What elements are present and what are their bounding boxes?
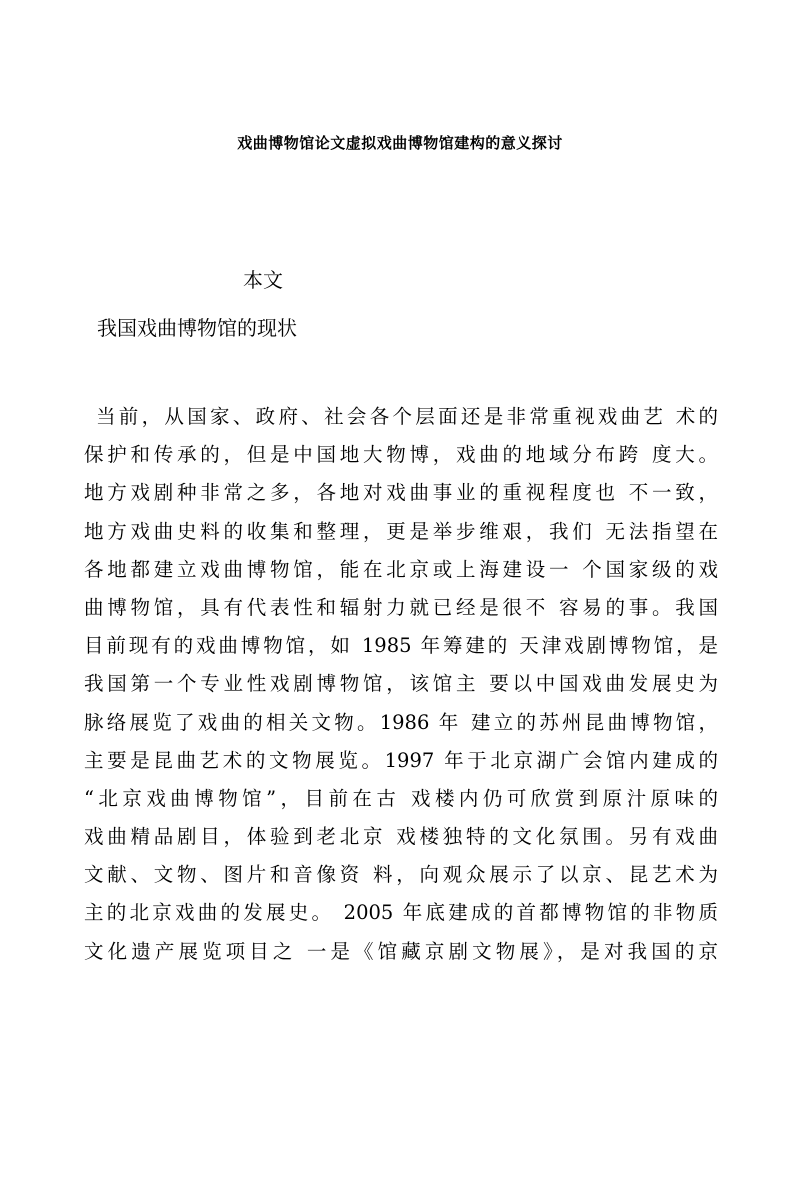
paragraph-line: “北京戏曲博物馆”，目前在古 戏楼内仍可欣赏到原汁原味的 [84,786,718,810]
section-heading: 我国戏曲博物馆的现状 [97,316,297,340]
paragraph-line: 曲博物馆，具有代表性和辐射力就已经是很不 容易的事。我国 [84,595,718,619]
document-title: 戏曲博物馆论文虚拟戏曲博物馆建构的意义探讨 [237,134,563,152]
paragraph-line: 目前现有的戏曲博物馆，如 1985 年筹建的 天津戏剧博物馆，是 [84,634,718,658]
paragraph-line: 主的北京戏曲的发展史。 2005 年底建成的首都博物馆的非物质 [84,901,718,925]
paragraph-line: 地方戏曲史料的收集和整理，更是举步维艰，我们 无法指望在 [84,519,718,543]
paragraph-line: 当前，从国家、政府、社会各个层面还是非常重视戏曲艺 术的 [96,405,718,428]
body-paragraph [84,398,724,971]
paragraph-line: 地方戏剧种非常之多，各地对戏曲事业的重视程度也 不一致， [84,481,718,505]
paragraph-line: 脉络展览了戏曲的相关文物。1986 年 建立的苏州昆曲博物馆， [84,710,718,734]
paragraph-line: 保护和传承的，但是中国地大物博，戏曲的地域分布跨 度大。 [84,443,718,467]
section-label: 本文 [243,268,283,292]
paragraph-line: 文化遗产展览项目之 一是《馆藏京剧文物展》，是对我国的京 [84,939,718,963]
paragraph-line: 我国第一个专业性戏剧博物馆，该馆主 要以中国戏曲发展史为 [84,672,718,696]
paragraph-line: 文献、文物、图片和音像资 料，向观众展示了以京、昆艺术为 [84,863,718,887]
paragraph-line: 戏曲精品剧目，体验到老北京 戏楼独特的文化氛围。另有戏曲 [84,825,718,849]
paragraph-line: 主要是昆曲艺术的文物展览。1997 年于北京湖广会馆内建成的 [84,748,718,772]
paragraph-line: 各地都建立戏曲博物馆，能在北京或上海建设一 个国家级的戏 [84,557,718,581]
